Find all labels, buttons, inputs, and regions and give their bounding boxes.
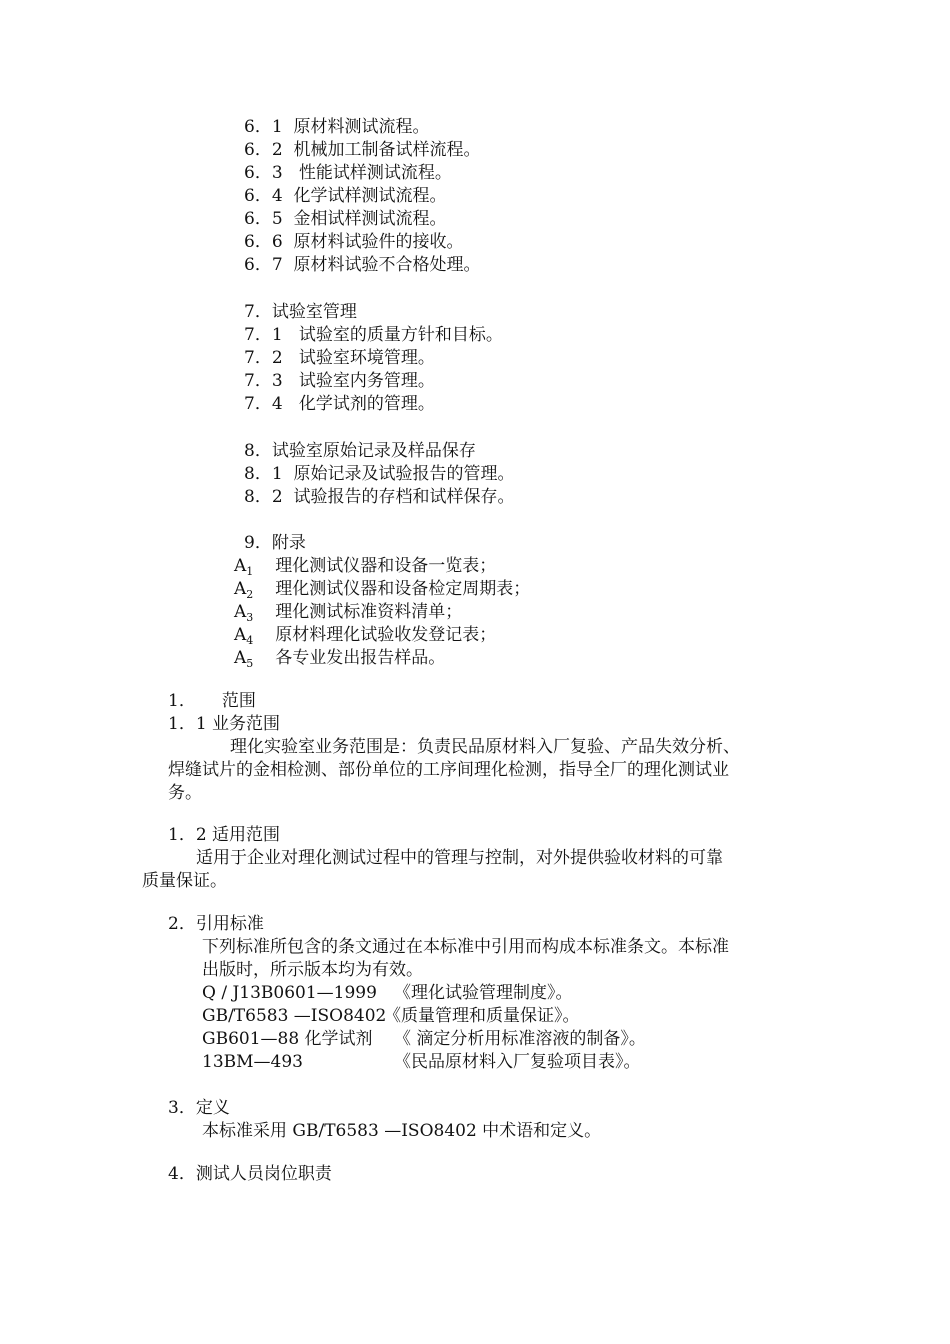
paragraph-line: 适用于企业对理化测试过程中的管理与控制，对外提供验收材料的可靠 <box>196 848 723 868</box>
reference-code: GB/T6583 —ISO8402 <box>202 1006 387 1026</box>
toc-section-title: 8．试验室原始记录及样品保存 <box>244 441 476 461</box>
toc-item: 6．5 金相试样测试流程。 <box>244 209 447 229</box>
section-heading: 4．测试人员岗位职责 <box>168 1164 332 1184</box>
reference-code: 13BM—493 <box>202 1052 303 1072</box>
appendix-item: $A_2$ 理化测试仪器和设备检定周期表； <box>234 579 531 601</box>
toc-item: 7．4 化学试剂的管理。 <box>244 394 435 414</box>
section-heading: 1． 范围 <box>168 691 256 711</box>
toc-item: 6．6 原材料试验件的接收。 <box>244 232 464 252</box>
paragraph-line: 质量保证。 <box>142 871 227 891</box>
section-heading: 3．定义 <box>168 1098 230 1118</box>
toc-section-title: 9．附录 <box>244 533 306 553</box>
subsection-heading: 1．2 适用范围 <box>168 825 281 845</box>
toc-item: 7．2 试验室环境管理。 <box>244 348 435 368</box>
reference-title: 《民品原材料入厂复验项目表》。 <box>394 1052 641 1072</box>
toc-item: 6．7 原材料试验不合格处理。 <box>244 255 481 275</box>
paragraph-line: 理化实验室业务范围是：负责民品原材料入厂复验、产品失效分析、 <box>230 737 740 757</box>
paragraph-line: 焊缝试片的金相检测、部份单位的工序间理化检测，指导全厂的理化测试业 <box>168 760 729 780</box>
toc-item: 6．1 原材料测试流程。 <box>244 117 430 137</box>
toc-section-title: 7．试验室管理 <box>244 302 357 322</box>
section-heading: 2．引用标准 <box>168 914 264 934</box>
appendix-item: $A_5$ 各专业发出报告样品。 <box>234 648 446 670</box>
toc-item: 6．4 化学试样测试流程。 <box>244 186 447 206</box>
paragraph-line: 务。 <box>168 783 202 803</box>
appendix-item: $A_3$ 理化测试标准资料清单； <box>234 602 463 624</box>
paragraph-line: 本标准采用 GB/T6583 —ISO8402 中术语和定义。 <box>202 1121 602 1141</box>
reference-title: 《 滴定分析用标准溶液的制备》。 <box>394 1029 646 1049</box>
reference-code: GB601—88 化学试剂 <box>202 1029 373 1049</box>
toc-item: 8．2 试验报告的存档和试样保存。 <box>244 487 515 507</box>
toc-item: 7．1 试验室的质量方针和目标。 <box>244 325 503 345</box>
reference-title: 《理化试验管理制度》。 <box>394 983 573 1003</box>
paragraph-line: 下列标准所包含的条文通过在本标准中引用而构成本标准条文。本标准 <box>202 937 729 957</box>
subsection-heading: 1．1 业务范围 <box>168 714 281 734</box>
toc-item: 7．3 试验室内务管理。 <box>244 371 435 391</box>
reference-code: Q / J13B0601—1999 <box>202 983 377 1003</box>
toc-item: 6．3 性能试样测试流程。 <box>244 163 452 183</box>
reference-title: 《质量管理和质量保证》。 <box>384 1006 580 1026</box>
appendix-item: $A_4$ 原材料理化试验收发登记表； <box>234 625 497 647</box>
toc-item: 8．1 原始记录及试验报告的管理。 <box>244 464 515 484</box>
appendix-item: $A_1$ 理化测试仪器和设备一览表； <box>234 556 497 578</box>
toc-item: 6．2 机械加工制备试样流程。 <box>244 140 481 160</box>
paragraph-line: 出版时，所示版本均为有效。 <box>202 960 423 980</box>
